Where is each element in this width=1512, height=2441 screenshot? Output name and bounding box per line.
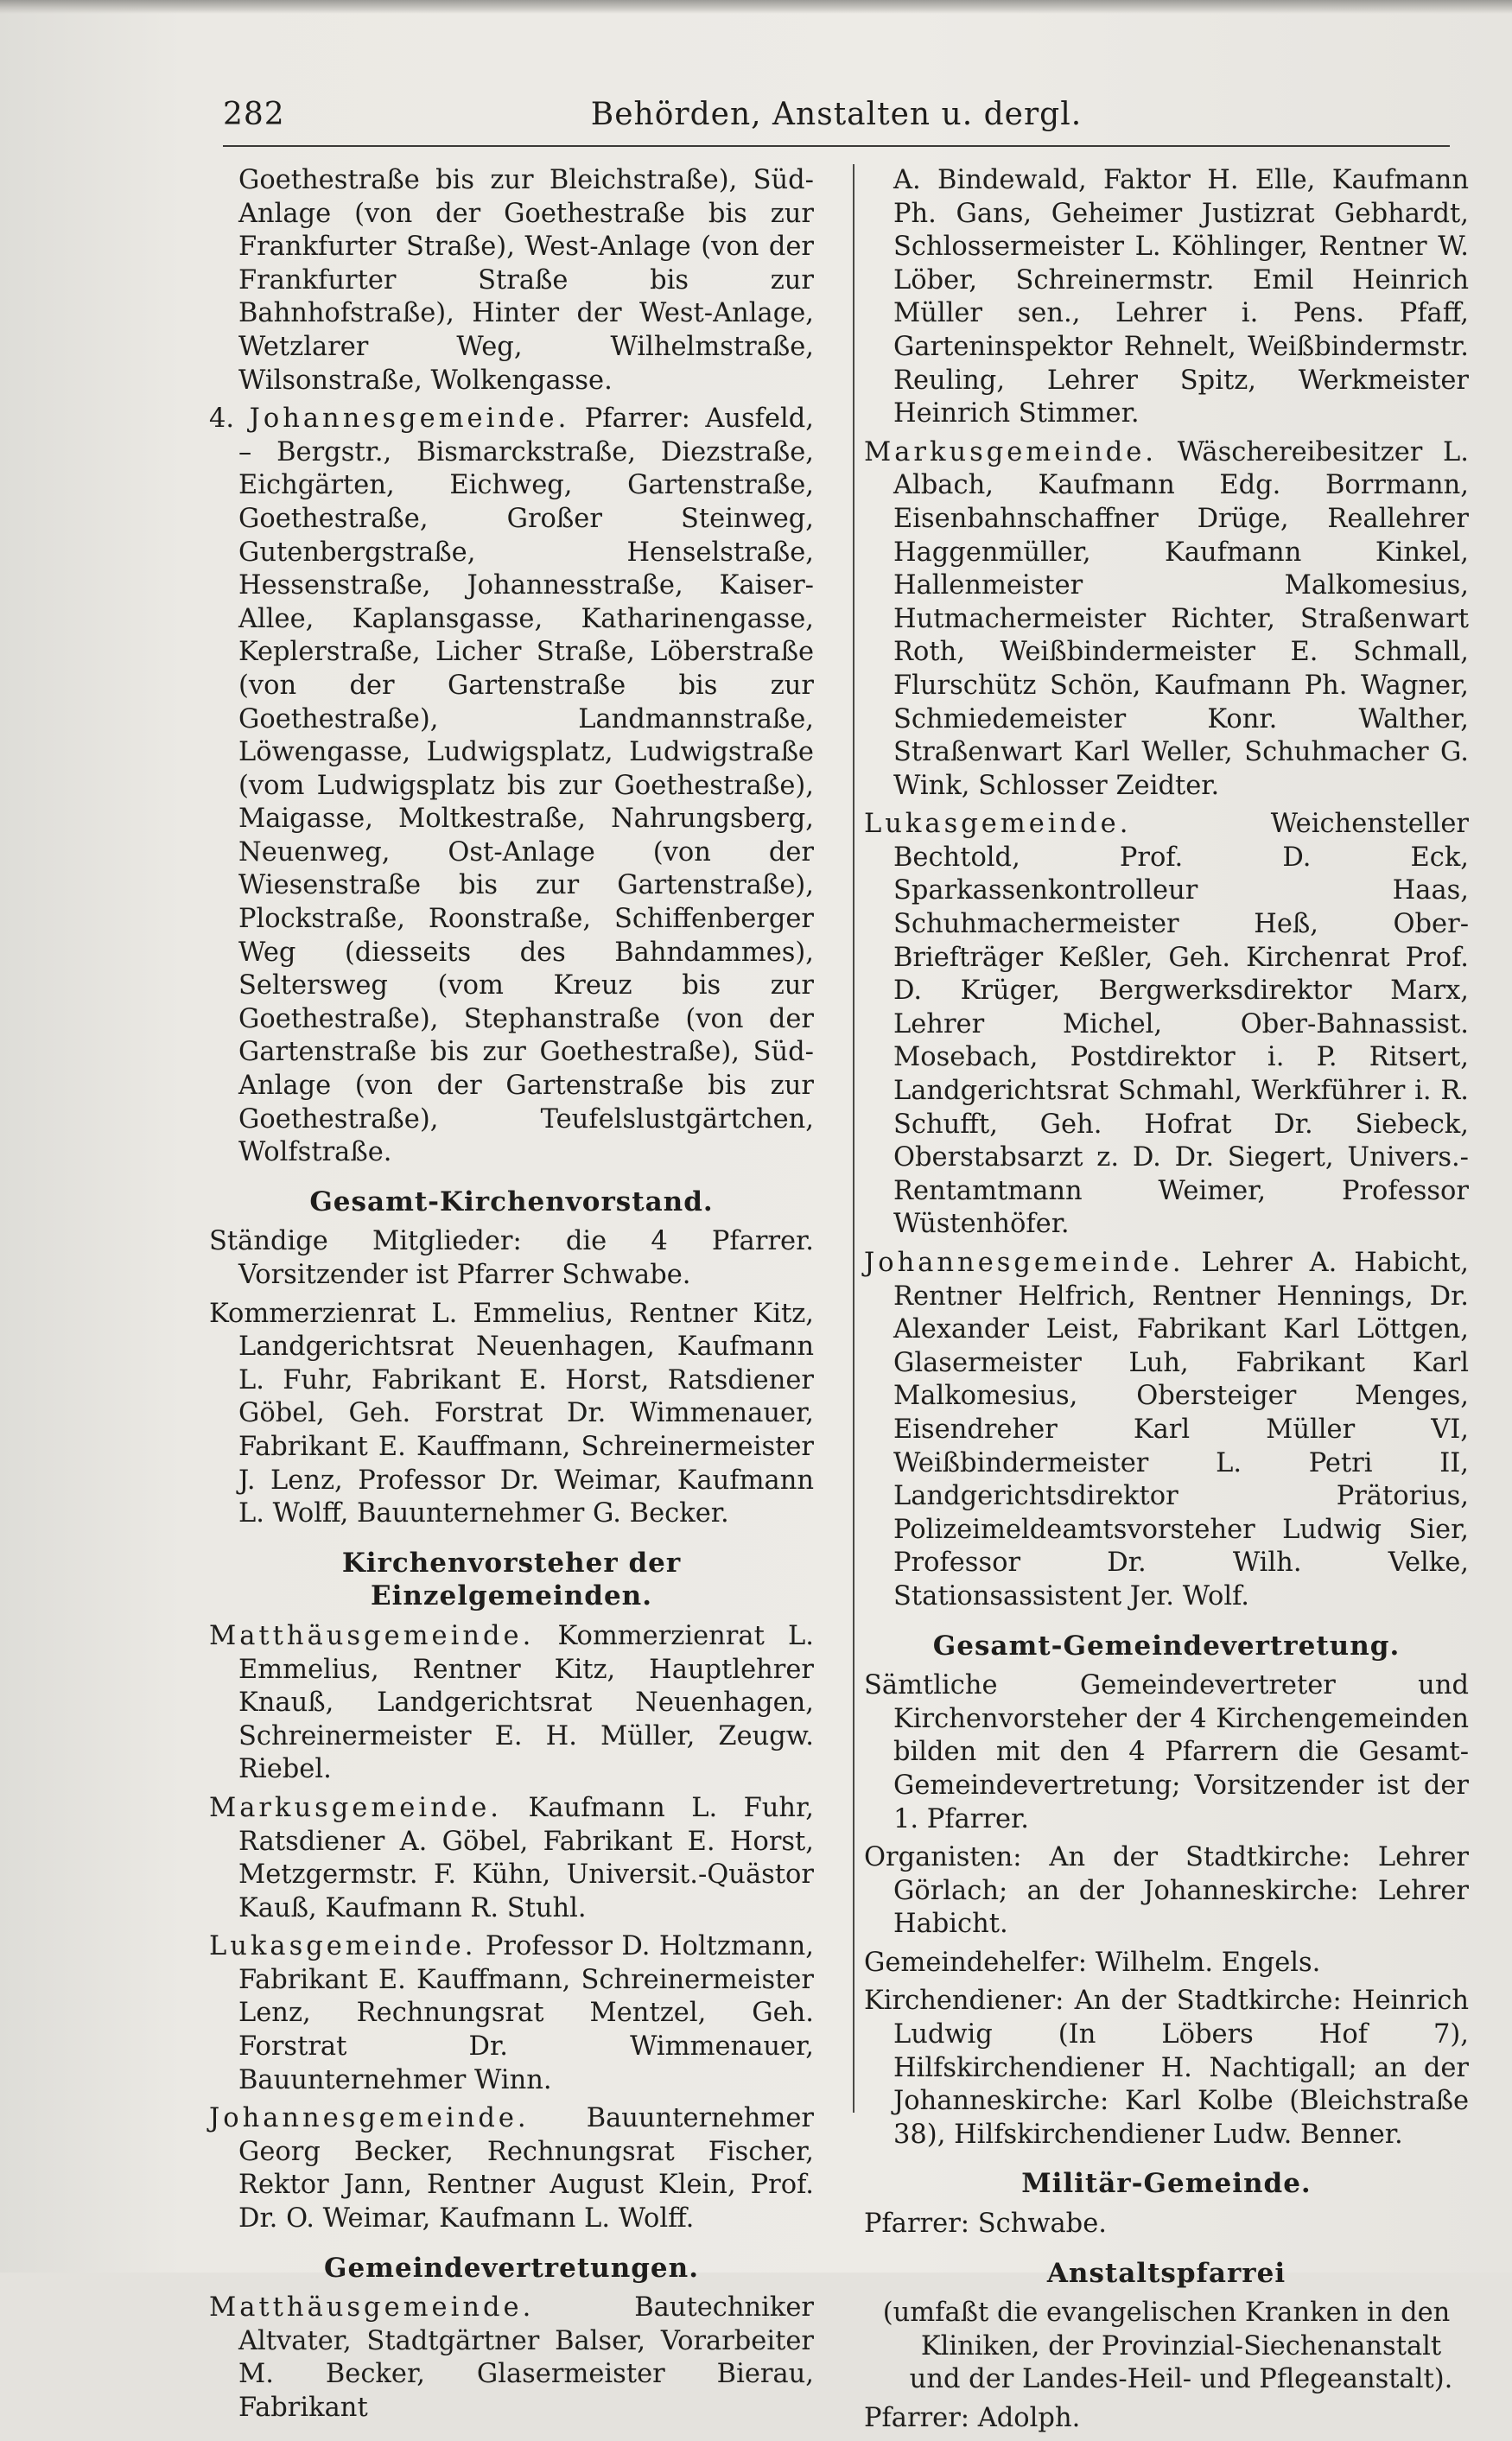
parish-name: Matthäusgemeinde. <box>209 1620 535 1651</box>
sextons-entry: Kirchendiener: An der Stadtkirche: Heinrich Ludwig (In Löbers Hof 7), Hilfskirchendiener H. Nachtigall; an der Johanneskirche: Karl Kolbe (Bleichstraße 38), Hilfskirchendiener Ludw. Benner. <box>864 1986 1469 2150</box>
entry-text: Bautechniker Altvater, Stadtgärtner Balser, Vorarbeiter M. Becker, Glasermeister Bierau, Fabrikant <box>238 2292 814 2423</box>
parish-name: Matthäusgemeinde. <box>209 2292 535 2323</box>
johannes-elders-entry <box>209 2102 814 2235</box>
lukas-representatives-entry <box>864 808 1469 1242</box>
lukas-elders-entry <box>209 1930 814 2097</box>
running-head: Behörden, Anstalten u. dergl. <box>590 97 1083 132</box>
section-heading-gesamt-gemeindevertretung: Gesamt-Gemeindevertretung. <box>932 1630 1401 1662</box>
header-rule <box>223 145 1450 147</box>
joint-representation-entry: Sämtliche Gemeindevertreter und Kirchenvorsteher der 4 Kirchengemeinden bilden mit den 4 Pfarrern die Gesamt-Gemeindevertretung; Vorsitzender ist der 1. Pfarrer. <box>864 1670 1469 1834</box>
matthaeus-representatives-entry <box>209 2292 814 2425</box>
parish-name: Johannesgemeinde. <box>209 2103 530 2134</box>
entry-text: Kommerzienrat L. Emmelius, Rentner Kitz, Hauptlehrer Knauß, Landgerichtsrat Neuenhagen, Schreinermeister E. H. Müller, Zeugw. Riebel. <box>238 1620 814 1785</box>
johannes-representatives-entry <box>864 1247 1469 1614</box>
markus-elders-entry <box>209 1792 814 1925</box>
parish-name: Johannesgemeinde. <box>249 404 570 435</box>
permanent-members-entry: Ständige Mitglieder: die 4 Pfarrer. Vorsitzender ist Pfarrer Schwabe. <box>209 1226 814 1290</box>
parish-name: Johannesgemeinde. <box>864 1248 1185 1278</box>
page-header <box>223 97 1450 149</box>
institution-pastor-entry: Pfarrer: Adolph. <box>864 2403 1081 2433</box>
page-top-shadow <box>0 0 1512 14</box>
matthaeus-representatives-continuation: A. Bindewald, Faktor H. Elle, Kaufmann Ph. Gans, Geheimer Justizrat Gebhardt, Schlossermeister L. Köhlinger, Rentner W. Löber, Schreinermstr. Emil Heinrich Müller sen., Lehrer i. Pens. Pfaff, Garteninspektor Rehnelt, Weißbindermstr. Reuling, Lehrer Spitz, Werkmeister Heinrich Stimmer. <box>893 165 1469 429</box>
street-list-continuation: Goethestraße bis zur Bleichstraße), Süd-Anlage (von der Goethestraße bis zur Frankfurter Straße), West-Anlage (von der Frankfurter Straße bis zur Bahnhofstraße), Hinter der West-Anlage, Wetzlarer Weg, Wilhelmstraße, Wilsonstraße, Wolkengasse. <box>238 165 814 396</box>
entry-text: Bauunternehmer Georg Becker, Rechnungsrat Fischer, Rektor Jann, Rentner August Klein, Prof. Dr. O. Weimar, Kaufmann L. Wolff. <box>238 2103 814 2234</box>
parish-name: Lukasgemeinde. <box>209 1931 477 1962</box>
parish-name: Markusgemeinde. <box>864 436 1157 467</box>
entry-text: Professor D. Holtzmann, Fabrikant E. Kauffmann, Schreinermeister Lenz, Rechnungsrat Mentzel, Geh. Forstrat Dr. Wimmenauer, Bauunternehmer Winn. <box>238 1931 814 2095</box>
markus-representatives-entry <box>864 436 1469 804</box>
entry-text: Lehrer A. Habicht, Rentner Helfrich, Rentner Hennings, Dr. Alexander Leist, Fabrikant Karl Löttgen, Glasermeister Luh, Fabrikant Karl Malkomesius, Obersteiger Menges, Eisendreher Karl Müller VI, Weißbindermeister L. Petri II, Landgerichtsdirektor Prätorius, Polizeimeldeamtsvorsteher Ludwig Sier, Professor Dr. Wilh. Velke, Stationsassistent Jer. Wolf. <box>893 1248 1469 1611</box>
section-heading-gesamt-kirchenvorstand: Gesamt-Kirchenvorstand. <box>309 1186 714 1217</box>
parish-name: Markusgemeinde. <box>209 1792 502 1823</box>
entry-number: 4. <box>209 404 235 435</box>
entry-text: Weichensteller Bechtold, Prof. D. Eck, Sparkassenkontrolleur Haas, Schuhmachermeister Heß, Ober-Briefträger Keßler, Geh. Kirchenrat Prof. D. Krüger, Bergwerksdirektor Marx, Lehrer Michel, Ober-Bahnassist. Mosebach, Postdirektor i. P. Ritsert, Landgerichtsrat Schmahl, Werkführer i. R. Schufft, Geh. Hofrat Dr. Siebeck, Oberstabsarzt z. D. Dr. Siegert, Univers.-Rentamtmann Weimer, Professor Wüstenhöfer. <box>893 809 1469 1240</box>
board-members-entry: Kommerzienrat L. Emmelius, Rentner Kitz, Landgerichtsrat Neuenhagen, Kaufmann L. Fuhr, Fabrikant E. Horst, Ratsdiener Göbel, Geh. Forstrat Dr. Wimmenauer, Fabrikant E. Kauffmann, Schreinermeister J. Lenz, Professor Dr. Weimar, Kaufmann L. Wolff, Bauunternehmer G. Becker. <box>209 1298 814 1529</box>
entry-text: Pfarrer: Ausfeld, – Bergstr., Bismarckstraße, Diezstraße, Eichgärten, Eichweg, Gartenstraße, Goethestraße, Großer Steinweg, Gutenbergstraße, Henselstraße, Hessenstraße, Johannesstraße, Kaiser-Allee, Kaplansgasse, Katharinengasse, Keplerstraße, Licher Straße, Löberstraße (von der Gartenstraße bis zur Goethestraße), Landmannstraße, Löwengasse, Ludwigsplatz, Ludwigstraße (vom Ludwigsplatz bis zur Goethestraße), Maigasse, Moltkestraße, Nahrungsberg, Neuenweg, Ost-Anlage (von der Wiesenstraße bis zur Gartenstraße), Plockstraße, Roonstraße, Schiffenberger Weg (diesseits des Bahndammes), Seltersweg (vom Kreuz bis zur Goethestraße), Stephanstraße (von der Gartenstraße bis zur Goethestraße), Süd-Anlage (von der Gartenstraße bis zur Goethestraße), Teufelslustgärtchen, Wolfstraße. <box>238 404 814 1168</box>
organists-entry: Organisten: An der Stadtkirche: Lehrer Görlach; an der Johanneskirche: Lehrer Habicht. <box>864 1842 1469 1940</box>
parish-name: Lukasgemeinde. <box>864 809 1132 840</box>
section-heading-gemeindevertretungen: Gemeindevertretungen. <box>323 2252 699 2284</box>
parish-helper-entry: Gemeindehelfer: Wilhelm. Engels. <box>864 1947 1321 1978</box>
military-pastor-entry: Pfarrer: Schwabe. <box>864 2209 1107 2240</box>
right-column <box>864 164 1469 2441</box>
matthaeus-elders-entry <box>209 1620 814 1787</box>
johannesgemeinde-parish-entry <box>209 403 814 1170</box>
page-number: 282 <box>223 97 285 132</box>
section-heading-kirchenvorsteher: Kirchenvorsteher der Einzelgemeinden. <box>341 1547 682 1612</box>
column-divider <box>853 164 854 2113</box>
entry-text: Kaufmann L. Fuhr, Ratsdiener A. Göbel, Fabrikant E. Horst, Metzgermstr. F. Kühn, Universit.-Quästor Kauß, Kaufmann R. Stuhl. <box>238 1792 814 1923</box>
entry-text: Wäschereibesitzer L. Albach, Kaufmann Edg. Borrmann, Eisenbahnschaffner Drüge, Reallehrer Haggenmüller, Kaufmann Kinkel, Hallenmeister Malkomesius, Hutmachermeister Richter, Straßenwart Roth, Weißbindermeister E. Schmall, Flurschütz Schön, Kaufmann Ph. Wagner, Schmiedemeister Konr. Walther, Straßenwart Karl Weller, Schuhmacher G. Wink, Schlosser Zeidter. <box>893 436 1469 801</box>
section-heading-militaer-gemeinde: Militär-Gemeinde. <box>1021 2168 1312 2200</box>
section-heading-anstaltspfarrei: Anstaltspfarrei <box>1046 2257 1286 2289</box>
left-column <box>209 164 814 2431</box>
institution-parish-description: (umfaßt die evangelischen Kranken in den Kliniken, der Provinzial-Siechenanstalt und der Landes-Heil- und Pflegeanstalt). <box>882 2298 1453 2395</box>
